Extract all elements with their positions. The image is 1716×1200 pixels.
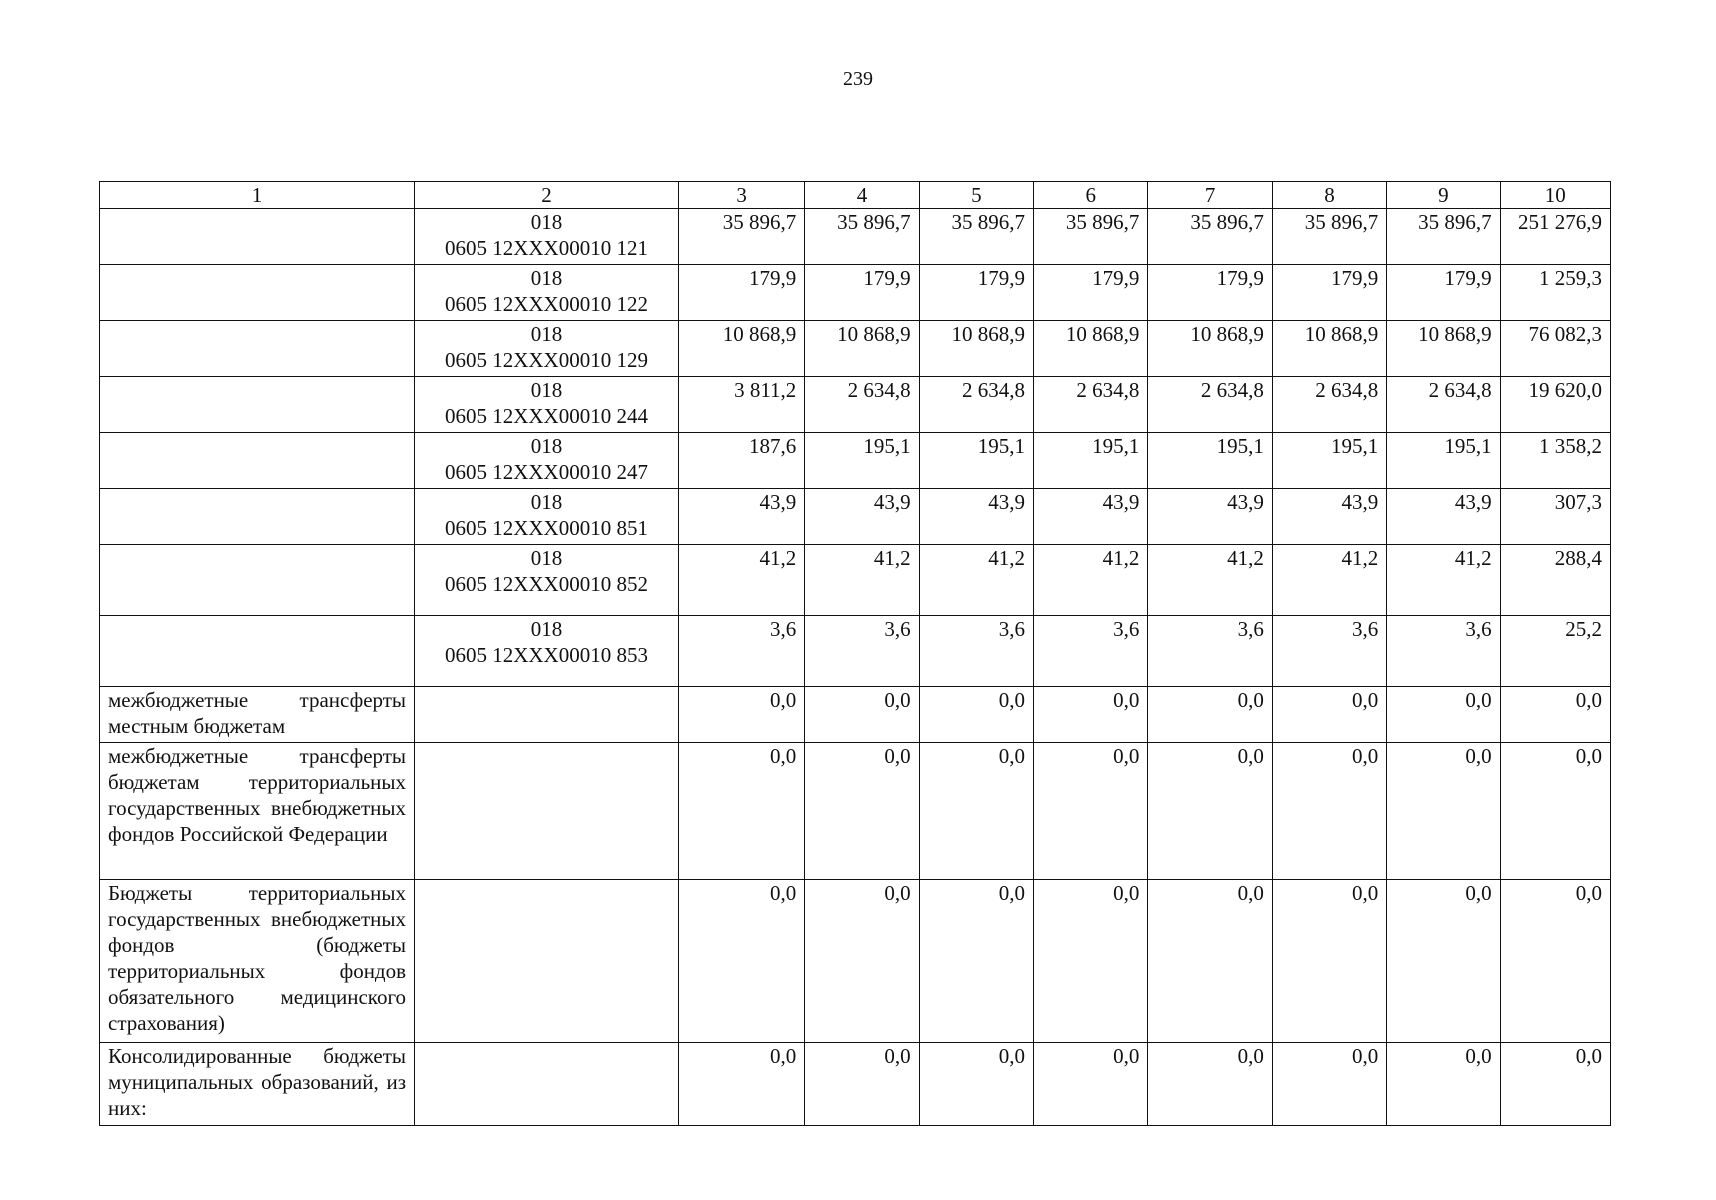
- code-classification: 0605 12XXX00010 121: [444, 236, 648, 260]
- value-cell: 0,0: [1148, 880, 1272, 1043]
- total-cell: 0,0: [1500, 687, 1610, 743]
- column-header: 6: [1034, 182, 1148, 209]
- value-cell: 10 868,9: [919, 321, 1033, 377]
- table-row: [100, 433, 1611, 489]
- value-cell: 0,0: [1148, 743, 1272, 880]
- code-classification: 0605 12XXX00010 852: [444, 572, 648, 596]
- value-cell: 10 868,9: [1272, 321, 1386, 377]
- value-cell: 187,6: [678, 433, 804, 489]
- value-cell: 3,6: [1272, 616, 1386, 687]
- code-admin: 018: [530, 490, 563, 514]
- total-cell: 76 082,3: [1500, 321, 1610, 377]
- budget-code: [415, 489, 679, 545]
- code-admin: 018: [530, 617, 563, 641]
- value-cell: 0,0: [1272, 880, 1386, 1043]
- header-row: [100, 182, 1611, 209]
- value-cell: 0,0: [1034, 880, 1148, 1043]
- row-name: межбюджетные трансферты местным бюджетам: [100, 687, 415, 743]
- value-cell: 179,9: [805, 265, 919, 321]
- code-admin: 018: [530, 210, 563, 234]
- code-admin: 018: [530, 434, 563, 458]
- code-classification: 0605 12XXX00010 122: [444, 292, 648, 316]
- value-cell: 0,0: [1034, 743, 1148, 880]
- row-name: Бюджеты территориальных государственных внебюджетных фондов (бюджеты территориальных фондов обязательного медицинского страхования): [100, 880, 415, 1043]
- value-cell: 0,0: [678, 1043, 804, 1126]
- value-cell: 0,0: [805, 1043, 919, 1126]
- value-cell: 35 896,7: [1148, 209, 1272, 265]
- value-cell: 0,0: [919, 880, 1033, 1043]
- value-cell: 43,9: [678, 489, 804, 545]
- value-cell: 41,2: [1272, 545, 1386, 616]
- value-cell: 41,2: [1148, 545, 1272, 616]
- value-cell: 35 896,7: [1272, 209, 1386, 265]
- value-cell: 179,9: [678, 265, 804, 321]
- table-row: [100, 321, 1611, 377]
- value-cell: 41,2: [919, 545, 1033, 616]
- row-name: Консолидированные бюджеты муниципальных образований, из них:: [100, 1043, 415, 1126]
- value-cell: 3,6: [1387, 616, 1500, 687]
- value-cell: 10 868,9: [1387, 321, 1500, 377]
- table-row: [100, 489, 1611, 545]
- budget-code: [415, 377, 679, 433]
- table-row: [100, 1043, 1611, 1126]
- total-cell: 0,0: [1500, 1043, 1610, 1126]
- value-cell: 2 634,8: [805, 377, 919, 433]
- total-cell: 307,3: [1500, 489, 1610, 545]
- value-cell: 195,1: [1034, 433, 1148, 489]
- total-cell: 1 259,3: [1500, 265, 1610, 321]
- column-header: 10: [1500, 182, 1610, 209]
- value-cell: 0,0: [1272, 1043, 1386, 1126]
- value-cell: 10 868,9: [678, 321, 804, 377]
- column-header: 7: [1148, 182, 1272, 209]
- budget-code: [415, 880, 679, 1043]
- value-cell: 2 634,8: [1034, 377, 1148, 433]
- code-admin: 018: [530, 266, 563, 290]
- total-cell: 251 276,9: [1500, 209, 1610, 265]
- budget-code: [415, 321, 679, 377]
- budget-code: [415, 687, 679, 743]
- total-cell: 0,0: [1500, 743, 1610, 880]
- value-cell: 179,9: [919, 265, 1033, 321]
- value-cell: 2 634,8: [1148, 377, 1272, 433]
- table-row: [100, 209, 1611, 265]
- value-cell: 0,0: [1034, 1043, 1148, 1126]
- row-name: [100, 489, 415, 545]
- value-cell: 0,0: [919, 1043, 1033, 1126]
- code-admin: 018: [530, 546, 563, 570]
- code-classification: 0605 12XXX00010 853: [444, 643, 648, 667]
- value-cell: 0,0: [1272, 687, 1386, 743]
- code-classification: 0605 12XXX00010 247: [444, 460, 648, 484]
- value-cell: 195,1: [805, 433, 919, 489]
- column-header: 3: [678, 182, 804, 209]
- row-name: [100, 377, 415, 433]
- value-cell: 43,9: [805, 489, 919, 545]
- value-cell: 0,0: [678, 743, 804, 880]
- value-cell: 0,0: [919, 687, 1033, 743]
- table-row: [100, 616, 1611, 687]
- code-classification: 0605 12XXX00010 129: [444, 348, 648, 372]
- value-cell: 35 896,7: [919, 209, 1033, 265]
- total-cell: 25,2: [1500, 616, 1610, 687]
- value-cell: 0,0: [1272, 743, 1386, 880]
- value-cell: 43,9: [1272, 489, 1386, 545]
- value-cell: 2 634,8: [1387, 377, 1500, 433]
- value-cell: 179,9: [1387, 265, 1500, 321]
- code-admin: 018: [530, 378, 563, 402]
- value-cell: 35 896,7: [1387, 209, 1500, 265]
- value-cell: 35 896,7: [1034, 209, 1148, 265]
- table-row: [100, 377, 1611, 433]
- value-cell: 179,9: [1034, 265, 1148, 321]
- total-cell: 0,0: [1500, 880, 1610, 1043]
- value-cell: 35 896,7: [678, 209, 804, 265]
- value-cell: 35 896,7: [805, 209, 919, 265]
- value-cell: 0,0: [805, 687, 919, 743]
- row-name: [100, 545, 415, 616]
- column-header: 4: [805, 182, 919, 209]
- table-row: [100, 265, 1611, 321]
- value-cell: 3,6: [805, 616, 919, 687]
- value-cell: 0,0: [919, 743, 1033, 880]
- column-header: 1: [100, 182, 415, 209]
- budget-code: [415, 616, 679, 687]
- value-cell: 0,0: [1387, 1043, 1500, 1126]
- value-cell: 0,0: [678, 880, 804, 1043]
- value-cell: 3,6: [678, 616, 804, 687]
- row-name: [100, 433, 415, 489]
- value-cell: 0,0: [678, 687, 804, 743]
- budget-code: [415, 743, 679, 880]
- row-name: [100, 321, 415, 377]
- budget-code: [415, 545, 679, 616]
- value-cell: 179,9: [1272, 265, 1386, 321]
- column-header: 2: [415, 182, 679, 209]
- value-cell: 43,9: [1148, 489, 1272, 545]
- value-cell: 195,1: [1387, 433, 1500, 489]
- code-admin: 018: [530, 322, 563, 346]
- column-header: 8: [1272, 182, 1386, 209]
- value-cell: 3 811,2: [678, 377, 804, 433]
- table-row: [100, 687, 1611, 743]
- code-classification: 0605 12XXX00010 851: [444, 516, 648, 540]
- value-cell: 10 868,9: [805, 321, 919, 377]
- value-cell: 2 634,8: [919, 377, 1033, 433]
- value-cell: 0,0: [805, 743, 919, 880]
- page-number: 239: [843, 68, 873, 90]
- row-name: межбюджетные трансферты бюджетам территориальных государственных внебюджетных фондов Российской Федерации: [100, 743, 415, 880]
- value-cell: 3,6: [1148, 616, 1272, 687]
- value-cell: 0,0: [1387, 687, 1500, 743]
- budget-code: [415, 265, 679, 321]
- value-cell: 41,2: [1034, 545, 1148, 616]
- value-cell: 3,6: [919, 616, 1033, 687]
- row-name: [100, 209, 415, 265]
- value-cell: 41,2: [678, 545, 804, 616]
- value-cell: 43,9: [1034, 489, 1148, 545]
- table-row: [100, 880, 1611, 1043]
- budget-code: [415, 433, 679, 489]
- value-cell: 0,0: [1034, 687, 1148, 743]
- total-cell: 1 358,2: [1500, 433, 1610, 489]
- value-cell: 10 868,9: [1034, 321, 1148, 377]
- total-cell: 288,4: [1500, 545, 1610, 616]
- value-cell: 3,6: [1034, 616, 1148, 687]
- value-cell: 0,0: [1148, 1043, 1272, 1126]
- value-cell: 41,2: [1387, 545, 1500, 616]
- row-name: [100, 616, 415, 687]
- value-cell: 179,9: [1148, 265, 1272, 321]
- column-header: 5: [919, 182, 1033, 209]
- value-cell: 0,0: [1387, 743, 1500, 880]
- value-cell: 195,1: [1272, 433, 1386, 489]
- value-cell: 43,9: [919, 489, 1033, 545]
- value-cell: 2 634,8: [1272, 377, 1386, 433]
- budget-code: [415, 1043, 679, 1126]
- value-cell: 195,1: [919, 433, 1033, 489]
- total-cell: 19 620,0: [1500, 377, 1610, 433]
- value-cell: 41,2: [805, 545, 919, 616]
- value-cell: 0,0: [805, 880, 919, 1043]
- table-row: [100, 545, 1611, 616]
- value-cell: 10 868,9: [1148, 321, 1272, 377]
- table-row: [100, 743, 1611, 880]
- budget-table: [99, 181, 1611, 1126]
- column-header: 9: [1387, 182, 1500, 209]
- row-name: [100, 265, 415, 321]
- value-cell: 0,0: [1387, 880, 1500, 1043]
- value-cell: 195,1: [1148, 433, 1272, 489]
- value-cell: 43,9: [1387, 489, 1500, 545]
- code-classification: 0605 12XXX00010 244: [444, 404, 648, 428]
- budget-code: [415, 209, 679, 265]
- value-cell: 0,0: [1148, 687, 1272, 743]
